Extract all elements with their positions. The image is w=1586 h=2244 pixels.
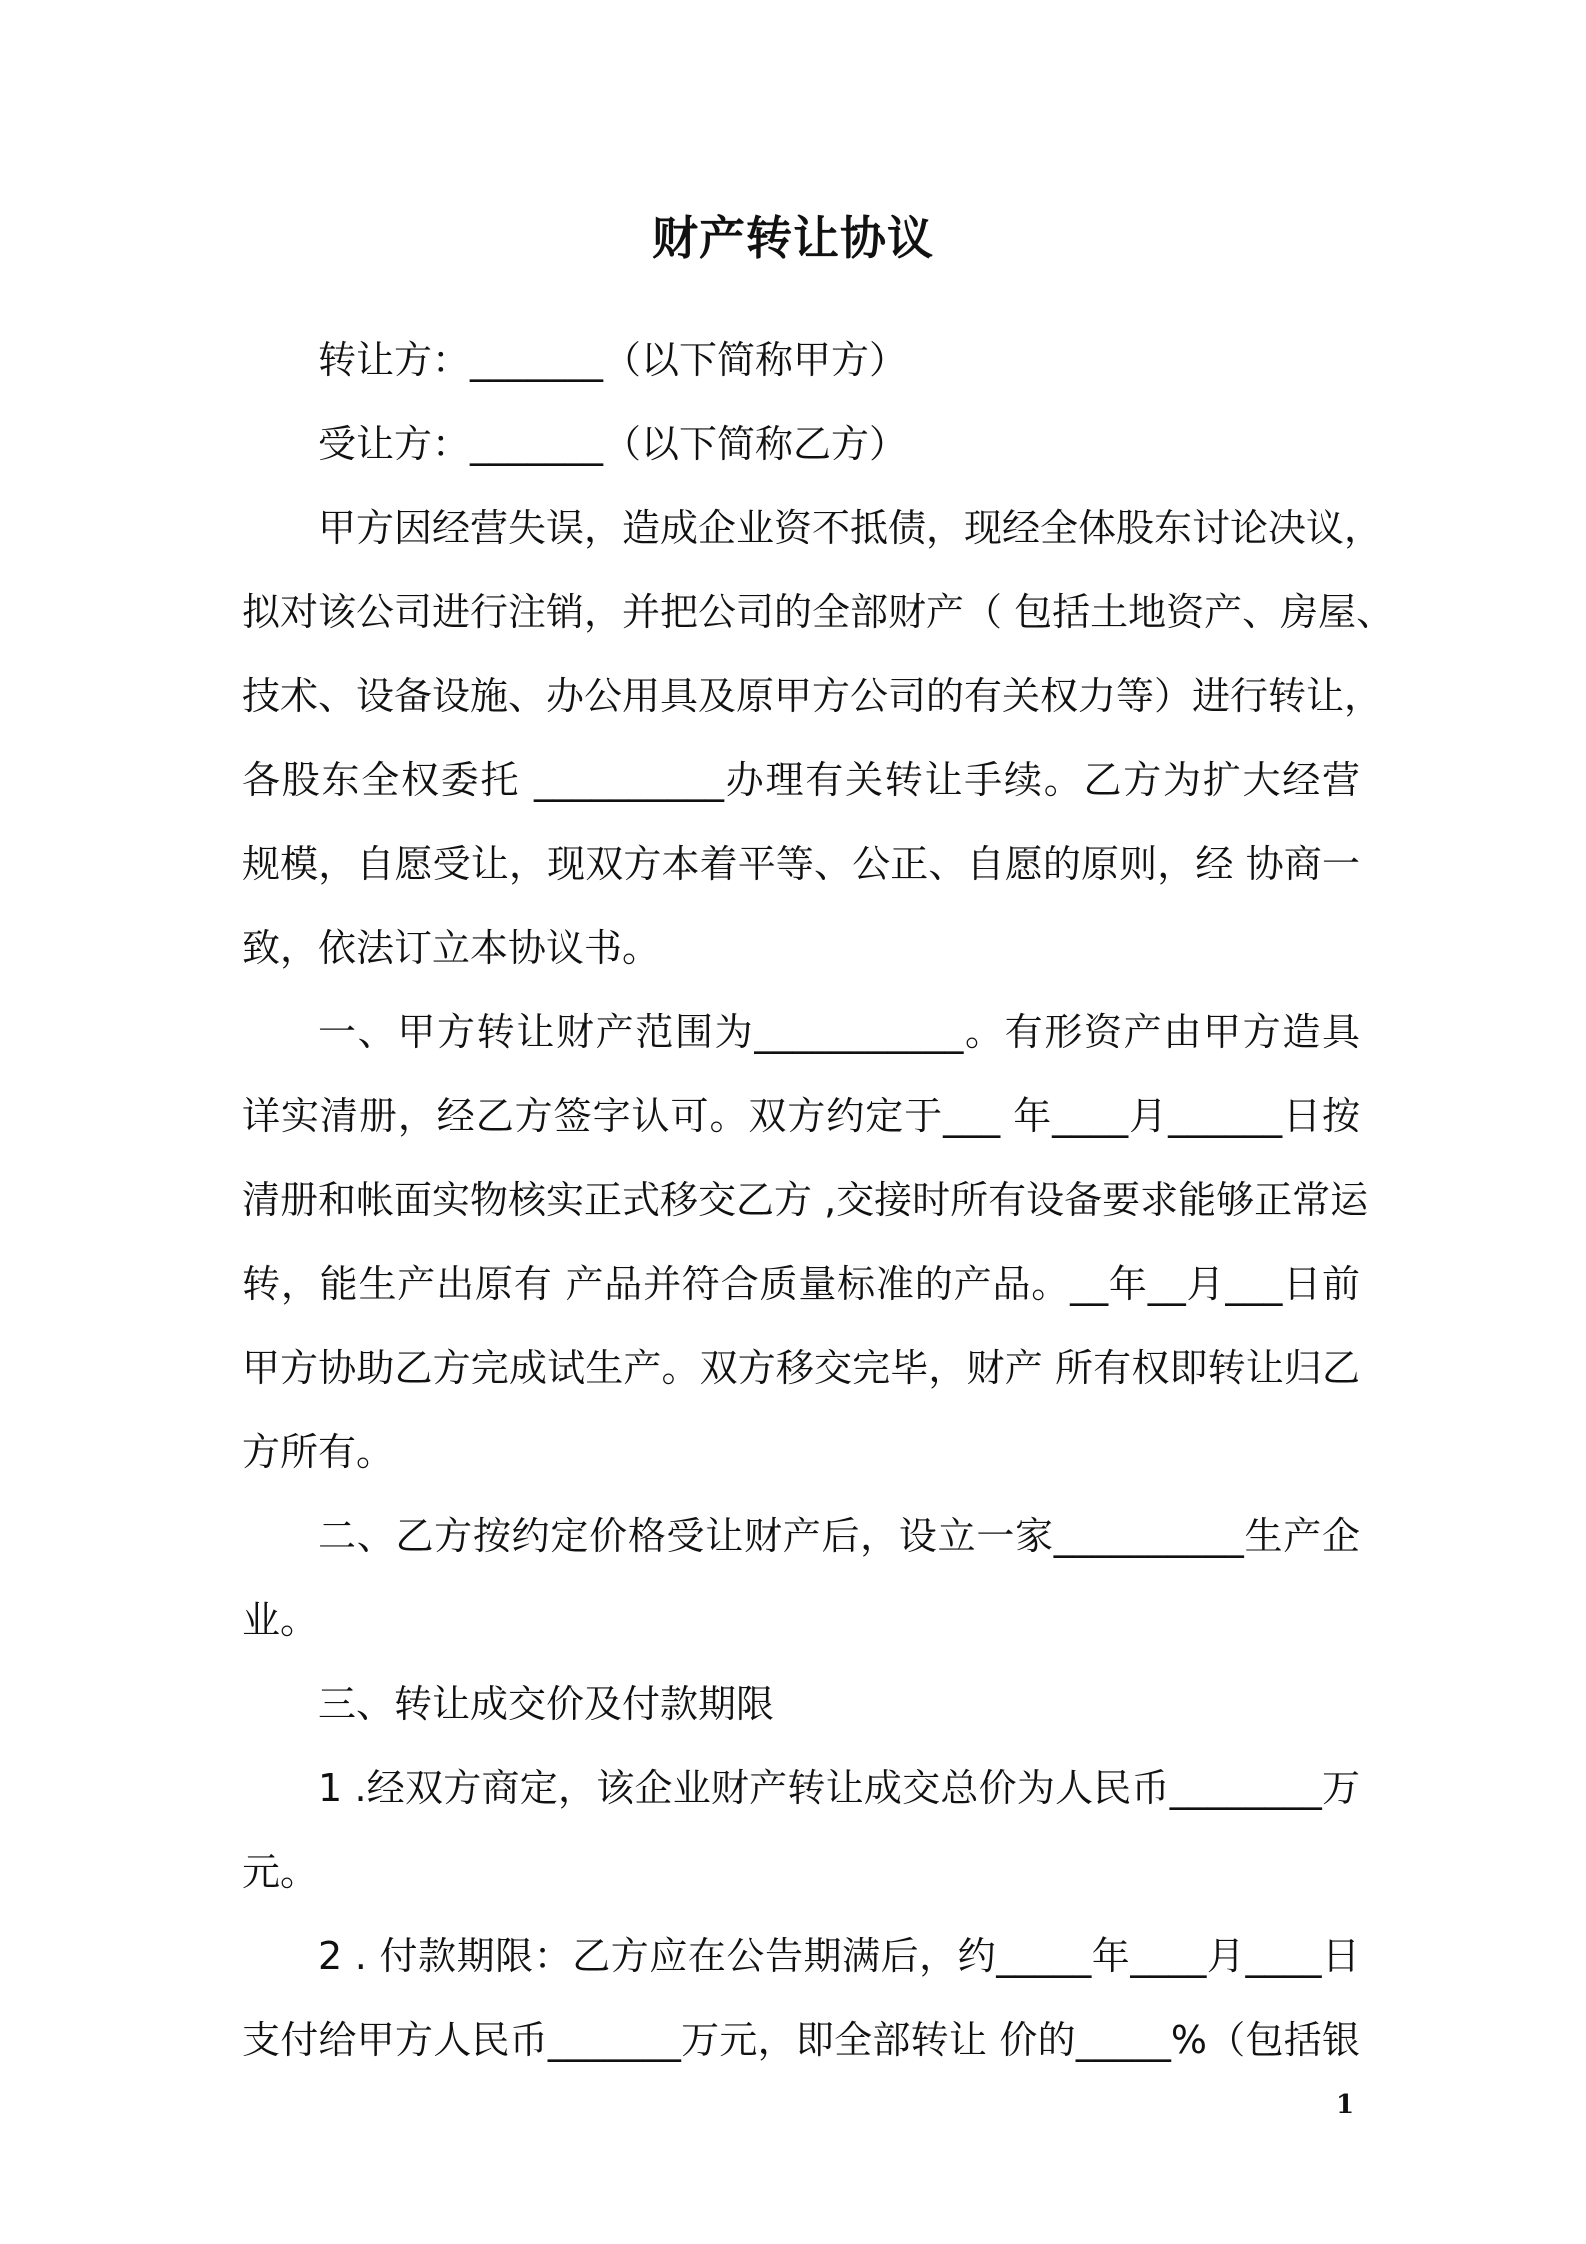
- text-line: 规模，自愿受让，现双方本着平等、公正、自愿的原则，经 协商一: [242, 842, 1360, 886]
- text-line: 转让方：_______（以下简称甲方）: [318, 338, 908, 382]
- text-line: 各股东全权委托 __________办理有关转让手续。乙方为扩大经营: [242, 758, 1360, 802]
- document-body: [242, 318, 1395, 2082]
- text-line: 拟对该公司进行注销，并把公司的全部财产（ 包括土地资产、房屋、: [242, 590, 1395, 634]
- text-line: 二、乙方按约定价格受让财产后，设立一家__________生产企: [318, 1514, 1360, 1558]
- text-line: 元。: [242, 1850, 319, 1894]
- text-line: 一、甲方转让财产范围为___________。有形资产由甲方造具: [318, 1010, 1360, 1054]
- text-line: 1 .经双方商定，该企业财产转让成交总价为人民币________万: [318, 1766, 1360, 1810]
- text-line: 清册和帐面实物核实正式移交乙方 ,交接时所有设备要求能够正常运: [242, 1178, 1369, 1222]
- page-number: 1: [1336, 2090, 1355, 2120]
- text-line: 转，能生产出原有 产品并符合质量标准的产品。__年__月___日前: [242, 1262, 1360, 1306]
- text-line: 业。: [242, 1598, 319, 1642]
- text-line: 甲方协助乙方完成试生产。双方移交完毕，财产 所有权即转让归乙: [242, 1346, 1360, 1390]
- text-line: 2 . 付款期限：乙方应在公告期满后，约_____年____月____日: [318, 1934, 1360, 1978]
- document-title: 财产转让协议: [652, 211, 934, 265]
- text-line: 三、转让成交价及付款期限: [318, 1682, 775, 1726]
- text-line: 受让方：_______（以下简称乙方）: [318, 422, 908, 466]
- text-line: 技术、设备设施、办公用具及原甲方公司的有关权力等）进行转让，: [242, 674, 1383, 718]
- text-line: 方所有。: [242, 1430, 395, 1474]
- text-line: 甲方因经营失误，造成企业资不抵债，现经全体股东讨论决议，: [318, 506, 1383, 550]
- text-line: 支付给甲方人民币_______万元，即全部转让 价的_____%（包括银: [242, 2018, 1360, 2062]
- text-line: 详实清册，经乙方签字认可。双方约定于___ 年____月______日按: [242, 1094, 1360, 1138]
- text-line: 致，依法订立本协议书。: [242, 926, 661, 970]
